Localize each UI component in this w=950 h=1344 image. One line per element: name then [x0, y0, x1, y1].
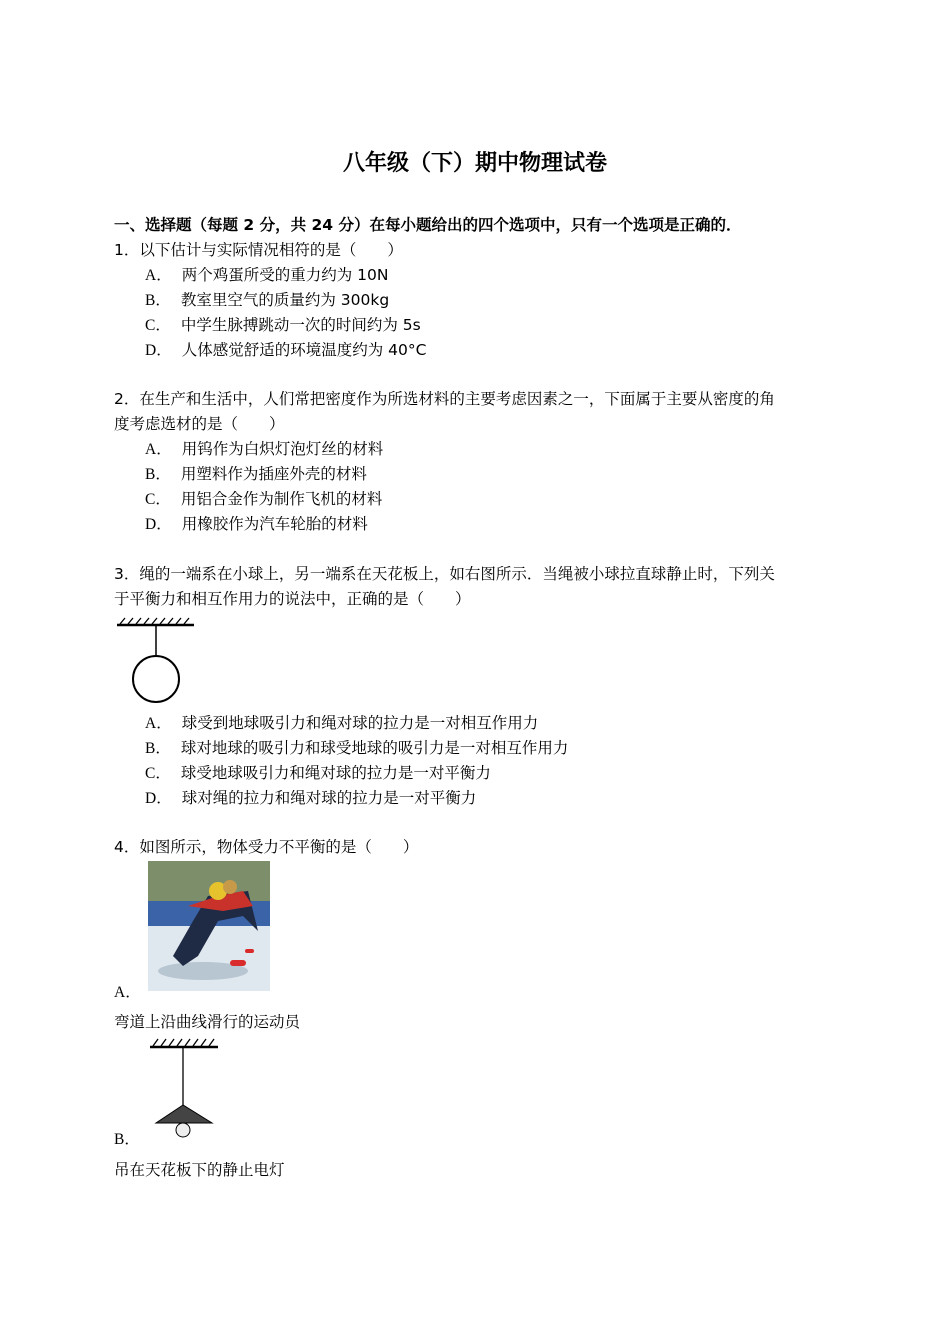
q2-option-c: C． 用铝合金作为制作飞机的材料	[145, 490, 383, 508]
q3-option-c: C． 球受地球吸引力和绳对球的拉力是一对平衡力	[145, 764, 491, 782]
q1-option-b: B． 教室里空气的质量约为 300kg	[145, 291, 390, 309]
q4-option-b-caption: 吊在天花板下的静止电灯	[114, 1161, 285, 1179]
hanging-ball-figure	[114, 615, 199, 707]
hanging-lamp-figure	[148, 1035, 220, 1139]
question-2-stem-cont: 度考虑选材的是（ ）	[114, 415, 285, 433]
q1-option-d: D． 人体感觉舒适的环境温度约为 40°C	[145, 341, 427, 359]
q2-option-d: D． 用橡胶作为汽车轮胎的材料	[145, 515, 368, 533]
question-4-stem: 4．如图所示，物体受力不平衡的是（ ）	[114, 838, 419, 856]
q1-option-a: A． 两个鸡蛋所受的重力约为 10N	[145, 266, 389, 284]
question-3-stem-cont: 于平衡力和相互作用力的说法中，正确的是（ ）	[114, 590, 471, 608]
q4-option-b-label: B．	[114, 1131, 140, 1148]
speed-skater-image	[148, 861, 270, 991]
q2-option-b: B． 用塑料作为插座外壳的材料	[145, 465, 367, 483]
q3-option-d: D． 球对绳的拉力和绳对球的拉力是一对平衡力	[145, 789, 477, 807]
question-3-stem: 3．绳的一端系在小球上，另一端系在天花板上，如右图所示．当绳被小球拉直球静止时，下列关	[114, 565, 775, 583]
page-title: 八年级（下）期中物理试卷	[342, 151, 607, 176]
q4-option-a-label: A．	[114, 984, 141, 1001]
q1-option-c: C． 中学生脉搏跳动一次的时间约为 5s	[145, 316, 421, 334]
question-1-stem: 1．以下估计与实际情况相符的是（ ）	[114, 241, 403, 259]
question-2-stem: 2．在生产和生活中，人们常把密度作为所选材料的主要考虑因素之一，下面属于主要从密度的角	[114, 390, 775, 408]
q2-option-a: A． 用钨作为白炽灯泡灯丝的材料	[145, 440, 384, 458]
q3-option-a: A． 球受到地球吸引力和绳对球的拉力是一对相互作用力	[145, 714, 539, 732]
q3-option-b: B． 球对地球的吸引力和球受地球的吸引力是一对相互作用力	[145, 739, 569, 757]
q4-option-a-caption: 弯道上沿曲线滑行的运动员	[114, 1013, 301, 1031]
section-heading: 一、选择题（每题 2 分，共 24 分）在每小题给出的四个选项中，只有一个选项是正确的．	[114, 216, 742, 234]
